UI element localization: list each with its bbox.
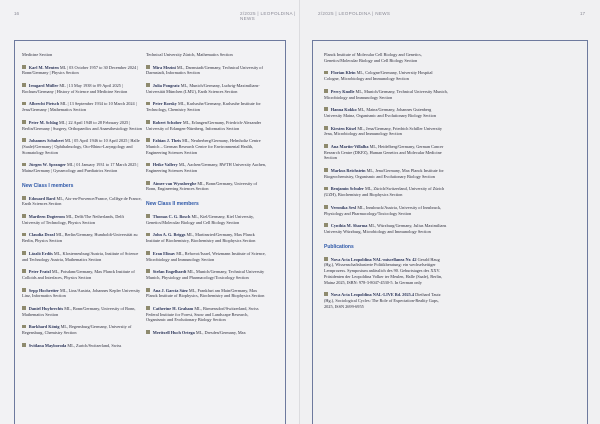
- member-details: ML, Munich/Germany, Technical University Munich, Physiology and Pharmacology/Toxicology Section: [146, 269, 265, 280]
- member-details: Diethard Tautz (Hg.), Sociological Cycles: The Role of Expectation-Reality Gaps, 2025, ISSN 2699-6955: [324, 292, 441, 309]
- left-column-2: [146, 52, 266, 343]
- member-details: ML | 13 September 1934 to 10 March 2024 | Jena/Germany | Mathematics Section: [22, 101, 137, 113]
- member-entry: [324, 89, 448, 101]
- member-name: Benjamin Schuler: [330, 186, 364, 192]
- member-entry: [22, 65, 142, 77]
- bullet-square-icon: [146, 233, 150, 237]
- member-details: ML, Aachen/Germany, RWTH University Aachen, Engineering Sciences Section: [146, 162, 267, 174]
- member-name: Thomas C. G. Bosch: [152, 213, 191, 219]
- member-details: ML, Heidelberg/Germany, German Cancer Research Centre (DKFZ), Human Genetics and Molecular Medicine Section: [324, 143, 444, 161]
- bullet-square-icon: [22, 343, 26, 347]
- member-entry: [22, 214, 142, 226]
- member-details: ML, Karlsruhe/Germany, Karlsruhe Institute for Technology, Chemistry Section: [146, 101, 261, 113]
- member-entry: [22, 306, 142, 318]
- member-name: Jürgen W. Spranger: [28, 162, 66, 168]
- left-column-1: [22, 52, 142, 355]
- member-details: ML, Rehovot/Israel, Weizmann Institute of Science, Microbiology and Immunology Section: [146, 250, 266, 262]
- member-entry: [324, 168, 448, 180]
- running-head: 2/2025 | LEOPOLDINA | NEWS: [318, 11, 391, 16]
- member-details: ML, Regensburg/Germany, University of Regensburg, Chemistry Section: [22, 324, 132, 336]
- member-entry: [324, 70, 448, 82]
- member-entry: [22, 83, 142, 95]
- section-heading: Publications: [324, 243, 354, 250]
- member-name: Nova Acta Leopoldina NAL-miscellanea Nr. 42: [330, 256, 417, 262]
- bullet-square-icon: [324, 168, 328, 172]
- bullet-square-icon: [146, 251, 150, 255]
- member-name: Heike Vallery: [152, 162, 178, 168]
- member-entry: [146, 288, 266, 300]
- section-heading: New Class I members: [22, 182, 74, 189]
- member-details: ML | 22 April 1948 to 28 February 2025 | Berlin/Germany | Surgery, Orthopaedics and Anaesthesiology Section: [22, 119, 142, 131]
- bullet-square-icon: [22, 65, 26, 69]
- member-name: Marileen Dogterom: [28, 213, 65, 219]
- member-entry: [324, 126, 448, 138]
- member-entry: [324, 257, 448, 286]
- member-details: ML, Aix-en-Provence/France, Collège de France, Earth Sciences Section: [22, 195, 142, 207]
- bullet-square-icon: [324, 292, 328, 296]
- continued-text: Technical University Zürich, Mathematics Section: [146, 52, 233, 57]
- bullet-square-icon: [146, 138, 150, 142]
- member-details: ML, Erlangen/Germany, Friedrich-Alexander University of Erlangen-Nürnberg, Informatics Section: [146, 119, 262, 131]
- member-entry: [146, 251, 266, 263]
- member-details: ML, Munich/Germany, Technical University Munich, Microbiology and Immunology Section: [324, 88, 448, 100]
- member-entry: [324, 186, 448, 198]
- bullet-square-icon: [22, 306, 26, 310]
- bullet-square-icon: [146, 163, 150, 167]
- running-head: 2/2025 | LEOPOLDINA | NEWS: [240, 11, 296, 21]
- member-details: ML, Dresden/Germany, Max: [195, 330, 246, 336]
- continued-text: Planck Institute of Molecular Cell Biology and Genetics, Genetics/Molecular Biology and Cell Biology Section: [324, 52, 422, 63]
- bullet-square-icon: [324, 126, 328, 130]
- member-entry: [324, 292, 448, 309]
- member-entry: [22, 120, 142, 132]
- member-name: Robert Schober: [152, 119, 182, 125]
- member-entry: [146, 101, 266, 113]
- member-name: Irmgard Müller: [28, 83, 59, 89]
- member-entry: [22, 196, 142, 208]
- member-name: Aimee van Wynsberghe: [152, 180, 197, 186]
- member-name: László Erdős: [28, 250, 53, 256]
- member-details: ML | 13 May 1938 to 09 April 2025 | Bochum/Germany | History of Science and Medicine Section: [22, 83, 128, 94]
- bullet-square-icon: [146, 214, 150, 218]
- member-entry: [324, 205, 448, 217]
- member-details: Gerald Haug (Hg.), Wissenschaftsbasierte Politikberatung: ein wechselseitiger Lernprozess. Symposium anlässlich des 90. Geburtstages des XXV. Präsidenten der Leopoldina Volker ter Meulen, Halle (Saale), Berlin, Mainz 2025, ISBN: 978-3-8047-4530-5. In German only: [324, 256, 443, 285]
- member-name: Claudia Draxl: [28, 232, 55, 238]
- bullet-square-icon: [22, 196, 26, 200]
- member-entry: [22, 138, 142, 155]
- member-name: John A. G. Briggs: [152, 232, 186, 238]
- bullet-square-icon: [22, 251, 26, 255]
- bullet-square-icon: [146, 181, 150, 185]
- section-heading: New Class II members: [146, 201, 199, 208]
- continued-text: Medicine Section: [22, 52, 53, 57]
- member-details: ML, Bonn/Germany, University of Bonn, Mathematics Section: [22, 305, 136, 317]
- member-entry: [324, 107, 448, 119]
- bullet-square-icon: [146, 288, 150, 292]
- member-details: ML, Linz/Austria, Johannes Kepler University Linz, Informatics Section: [22, 287, 141, 299]
- member-details: ML, Birmensdorf/Switzerland, Swiss Federal Institute for Forest, Snow and Landscape Research, Organismic and Evolutionary Biology Section: [146, 305, 259, 323]
- member-entry: [146, 306, 266, 323]
- bullet-square-icon: [324, 144, 328, 148]
- member-details: ML, Würzburg/Germany, Julius Maximilians University Würzburg, Microbiology and Immunology Section: [324, 223, 447, 235]
- member-entry: [324, 144, 448, 161]
- member-entry: [146, 162, 266, 174]
- bullet-square-icon: [22, 325, 26, 329]
- bullet-square-icon: [146, 102, 150, 106]
- member-name: Hanna Kokko: [330, 107, 357, 113]
- member-details: ML, Zurich/Switzerland, Swiss: [67, 342, 122, 348]
- member-details: ML, Cologne/Germany, University Hospital Cologne, Microbiology and Immunology Section: [324, 70, 433, 82]
- member-name: Florian Klein: [330, 70, 356, 76]
- member-name: Stefan Engelhardt: [152, 269, 187, 275]
- bullet-square-icon: [324, 107, 328, 111]
- bullet-square-icon: [324, 89, 328, 93]
- member-details: ML | 03 October 1957 to 30 December 2024 | Bonn/Germany | Physics Section: [22, 64, 139, 76]
- member-details: ML, Klosterneuburg/Austria, Institute of Science and Technology Austria, Mathematics Section: [22, 250, 139, 262]
- bullet-square-icon: [22, 83, 26, 87]
- member-details: ML, Potsdam/Germany, Max Planck Institute of Colloids and Interfaces, Physics Section: [22, 269, 135, 280]
- bullet-square-icon: [146, 120, 150, 124]
- bullet-square-icon: [324, 205, 328, 209]
- member-details: ML, Kiel/Germany, Kiel University, Genetics/Molecular Biology and Cell Biology Section: [146, 213, 254, 225]
- member-name: Ana J. García Sáez: [152, 287, 188, 293]
- member-name: Karl M. Menten: [28, 64, 59, 70]
- bullet-square-icon: [22, 269, 26, 273]
- member-name: Peter M. Schlag: [28, 119, 58, 125]
- member-entry: [22, 251, 142, 263]
- bullet-square-icon: [22, 163, 26, 167]
- member-name: Peter Roesky: [152, 101, 177, 107]
- member-entry: [146, 65, 266, 77]
- member-details: ML, Mainz/Germany, Johannes Gutenberg University Mainz, Organismic and Evolutionary Biology Section: [324, 107, 436, 118]
- member-entry: [22, 288, 142, 300]
- page-number: 17: [580, 11, 586, 16]
- bullet-square-icon: [324, 71, 328, 75]
- member-name: Peter Fratzl: [28, 269, 51, 275]
- member-details: ML, Martinsried/Germany, Max Planck Institute of Biochemistry, Biochemistry and Biophysics Section: [146, 232, 256, 244]
- member-entry: [146, 330, 266, 336]
- bullet-square-icon: [22, 233, 26, 237]
- member-details: ML, Delft/The Netherlands, Delft University of Technology, Physics Section: [22, 213, 125, 225]
- right-page: [300, 0, 600, 424]
- member-name: Mira Mezini: [152, 64, 176, 70]
- member-name: Albrecht Pietsch: [28, 101, 60, 107]
- member-name: Johannes Schubert: [28, 138, 64, 144]
- member-entry: [146, 138, 266, 155]
- member-name: Julia Pongratz: [152, 83, 180, 89]
- member-name: Burkhard König: [28, 324, 60, 330]
- member-entry: [22, 101, 142, 113]
- member-entry: [146, 214, 266, 226]
- member-entry: [22, 343, 142, 349]
- member-details: ML, Jena/Germany, Max Planck Institute for Biogeochemistry, Organismic and Evolutionary Biology Section: [324, 168, 444, 179]
- member-details: ML, Zürich/Switzerland, University of Zürich (UZH), Biochemistry and Biophysics Section: [324, 186, 445, 198]
- member-name: Cynthia M. Sharma: [330, 223, 368, 229]
- member-name: Eran Elinav: [152, 250, 176, 256]
- member-entry: [22, 232, 142, 244]
- bullet-square-icon: [146, 65, 150, 69]
- member-details: ML, Frankfurt am Main/Germany, Max Planck Institute of Biophysics, Biochemistry and Biophysics Section: [146, 287, 265, 299]
- bullet-square-icon: [146, 269, 150, 273]
- bullet-square-icon: [22, 288, 26, 292]
- member-name: Catherine H. Graham: [152, 305, 194, 311]
- bullet-square-icon: [146, 83, 150, 87]
- bullet-square-icon: [22, 138, 26, 142]
- member-entry: [324, 223, 448, 235]
- bullet-square-icon: [324, 187, 328, 191]
- member-name: Meritxell Huch Ortega: [152, 330, 195, 336]
- member-entry: [146, 83, 266, 95]
- member-entry: [22, 324, 142, 336]
- bullet-square-icon: [22, 102, 26, 106]
- member-name: Veronika Sexl: [330, 204, 357, 210]
- member-details: ML | 05 April 1946 to 10 April 2025 | Halle (Saale)/Germany | Ophthalmology, Oto-Rhino-Laryngology and Stomatology Section: [22, 138, 140, 155]
- member-name: Daniel Huybrechts: [28, 305, 64, 311]
- right-column-1: [324, 52, 448, 316]
- member-entry: [146, 269, 266, 281]
- member-name: Markus Reichstein: [330, 168, 366, 174]
- member-details: ML | 01 January 1931 to 17 March 2025 | Mainz/Germany | Gynaecology and Paediatrics Section: [22, 162, 139, 174]
- member-entry: [22, 162, 142, 174]
- bullet-square-icon: [22, 120, 26, 124]
- member-name: Nova Acta Leopoldina NAL-LIVE Bd. 2025.4: [330, 292, 415, 298]
- member-entry: [22, 269, 142, 281]
- member-details: ML, Berlin/Germany, Humboldt-Universität zu Berlin, Physics Section: [22, 232, 138, 244]
- bullet-square-icon: [22, 214, 26, 218]
- member-name: Sepp Hochreiter: [28, 287, 59, 293]
- member-name: Fabian J. Theis: [152, 138, 182, 144]
- bullet-square-icon: [146, 306, 150, 310]
- member-entry: [146, 232, 266, 244]
- member-details: ML, Munich/Germany, Ludwig-Maximilians-Universität München (LMU), Earth Sciences Section: [146, 83, 260, 94]
- member-name: Svitlana Mayboroda: [28, 342, 67, 348]
- member-details: ML, Innsbruck/Austria, University of Innsbruck, Physiology and Pharmacology/Toxicology Section: [324, 204, 442, 216]
- bullet-square-icon: [324, 257, 328, 261]
- member-name: Edouard Bard: [28, 195, 56, 201]
- member-entry: [146, 120, 266, 132]
- bullet-square-icon: [324, 223, 328, 227]
- member-details: ML, Jena/Germany, Friedrich Schiller University Jena, Microbiology and Immunology Section: [324, 125, 442, 137]
- member-entry: [146, 181, 266, 193]
- bullet-square-icon: [146, 330, 150, 334]
- member-name: Ana Martin-Villalba: [330, 143, 369, 149]
- page-number: 16: [14, 11, 20, 16]
- member-name: Kirsten Küsel: [330, 125, 357, 131]
- member-details: ML, Darmstadt/Germany, Technical University of Darmstadt, Informatics Section: [146, 64, 263, 76]
- member-name: Percy Knolle: [330, 88, 355, 94]
- member-details: ML, Neuherberg/Germany, Helmholtz Centre Munich – German Research Centre for Environmental Health, Engineering Sciences Section: [146, 138, 261, 155]
- member-details: ML, Bonn/Germany, University of Bonn, Engineering Sciences Section: [146, 180, 258, 192]
